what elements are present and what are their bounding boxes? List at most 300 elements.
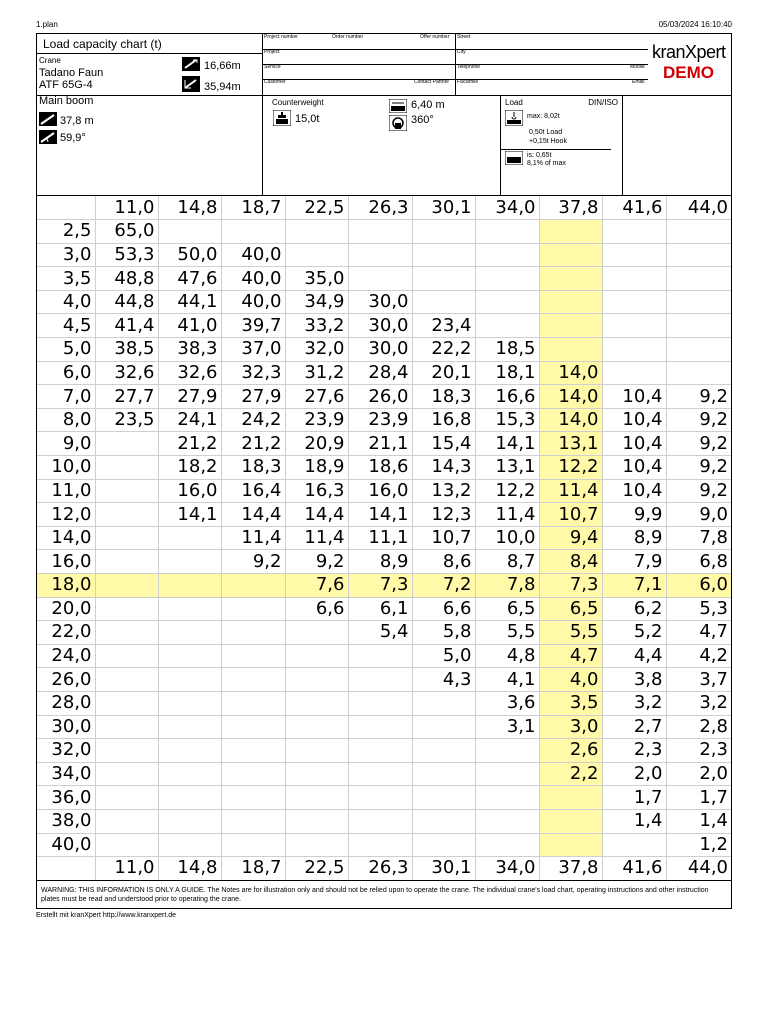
- print-datetime: 05/03/2024 16:10:40: [658, 20, 732, 29]
- radius-cell: 9,0: [37, 432, 95, 456]
- load-value-cell: [475, 290, 539, 314]
- load-value-cell: 22,2: [412, 338, 475, 362]
- facsimile-label: Facsimile: [457, 79, 479, 85]
- load-value-cell: [95, 574, 158, 598]
- load-value-cell: [95, 833, 158, 857]
- load-value-cell: 7,1: [602, 574, 666, 598]
- radius-cell: 3,5: [37, 267, 95, 291]
- load-value-cell: [95, 668, 158, 692]
- counterweight-label: Counterweight: [272, 98, 324, 107]
- slew-icon: [389, 115, 407, 129]
- load-value-cell: [95, 597, 158, 621]
- load-value-cell: 11,4: [221, 526, 285, 550]
- street-label: Street: [457, 34, 471, 40]
- table-row: [37, 526, 731, 550]
- load-value-cell: [285, 220, 348, 244]
- boom-angle: 59,9°: [60, 132, 86, 144]
- load-value-cell: 26,0: [348, 385, 412, 409]
- load-value-cell: 53,3: [95, 243, 158, 267]
- load-value-cell: [95, 456, 158, 480]
- load-value-cell: 16,6: [475, 385, 539, 409]
- table-row: [37, 644, 731, 668]
- load-value-cell: [602, 833, 666, 857]
- load-value-cell: 4,1: [475, 668, 539, 692]
- load-value-cell: 9,2: [666, 408, 731, 432]
- load-value-cell: [475, 267, 539, 291]
- load-value-cell: [158, 220, 221, 244]
- load-value-cell: 8,9: [602, 526, 666, 550]
- load-value-cell: [158, 621, 221, 645]
- load-value-cell: [412, 809, 475, 833]
- load-value-cell: [221, 668, 285, 692]
- load-value-cell: 2,6: [539, 739, 602, 763]
- load-value-cell: [539, 267, 602, 291]
- load-value-cell: 18,9: [285, 456, 348, 480]
- crane-label: Crane: [39, 56, 61, 65]
- load-value-cell: [158, 739, 221, 763]
- load-value-cell: [666, 220, 731, 244]
- load-value-cell: 3,5: [539, 691, 602, 715]
- table-row: [37, 408, 731, 432]
- load-block: [500, 95, 623, 196]
- table-row: [37, 715, 731, 739]
- load-table-body: [37, 196, 731, 880]
- load-value-cell: [666, 314, 731, 338]
- boom-length-header: 44,0: [666, 857, 731, 881]
- chart-header: [37, 34, 731, 196]
- load-value-cell: 12,2: [475, 479, 539, 503]
- load-value-cell: 10,4: [602, 432, 666, 456]
- load-value-cell: [412, 833, 475, 857]
- table-row: [37, 503, 731, 527]
- load-value-cell: 9,2: [221, 550, 285, 574]
- load-value-cell: [158, 691, 221, 715]
- load-value-cell: 3,7: [666, 668, 731, 692]
- load-value-cell: 40,0: [221, 243, 285, 267]
- table-header-row: [37, 196, 731, 220]
- load-value-cell: 47,6: [158, 267, 221, 291]
- load-value-cell: 14,0: [539, 408, 602, 432]
- load-value-cell: 3,2: [602, 691, 666, 715]
- load-value-cell: 23,5: [95, 408, 158, 432]
- load-value-cell: 6,5: [475, 597, 539, 621]
- load-value-cell: 9,0: [666, 503, 731, 527]
- boom-label: Main boom: [39, 95, 94, 107]
- load-value-cell: [666, 338, 731, 362]
- load-value-cell: [602, 243, 666, 267]
- city-label: City: [457, 49, 466, 55]
- load-value-cell: 5,5: [539, 621, 602, 645]
- load-value-cell: 7,2: [412, 574, 475, 598]
- load-value-cell: 10,4: [602, 456, 666, 480]
- load-value-cell: 3,0: [539, 715, 602, 739]
- load-value-cell: [475, 739, 539, 763]
- boom-length-header: 11,0: [95, 196, 158, 220]
- radius-cell: 2,5: [37, 220, 95, 244]
- boom-length-header: 26,3: [348, 857, 412, 881]
- table-row: [37, 385, 731, 409]
- load-value-cell: [285, 833, 348, 857]
- load-value-cell: [412, 290, 475, 314]
- radius-cell: 12,0: [37, 503, 95, 527]
- load-value-cell: 2,7: [602, 715, 666, 739]
- load-value-cell: [285, 691, 348, 715]
- boom-length-header: 11,0: [95, 857, 158, 881]
- boom-length-header: 34,0: [475, 196, 539, 220]
- load-value-cell: 21,2: [221, 432, 285, 456]
- load-value-cell: [348, 267, 412, 291]
- load-line-1: 0,50t Load: [529, 129, 563, 136]
- load-value-cell: [285, 644, 348, 668]
- boom-length-header: 22,5: [285, 857, 348, 881]
- boom-length-header: 26,3: [348, 196, 412, 220]
- load-value-cell: 2,8: [666, 715, 731, 739]
- load-value-cell: 14,4: [221, 503, 285, 527]
- load-value-cell: [475, 809, 539, 833]
- load-value-cell: 10,4: [602, 479, 666, 503]
- load-value-cell: [666, 267, 731, 291]
- table-row: [37, 621, 731, 645]
- load-value-cell: [666, 361, 731, 385]
- load-value-cell: [412, 267, 475, 291]
- load-value-cell: [221, 786, 285, 810]
- load-value-cell: 4,3: [412, 668, 475, 692]
- load-value-cell: 7,6: [285, 574, 348, 598]
- mobile-label: Mobile: [630, 64, 645, 70]
- load-value-cell: 5,8: [412, 621, 475, 645]
- load-value-cell: 2,0: [666, 762, 731, 786]
- load-value-cell: 6,5: [539, 597, 602, 621]
- project-label: Project: [264, 49, 280, 55]
- boom-length-header: 14,8: [158, 196, 221, 220]
- radius-cell: 22,0: [37, 621, 95, 645]
- load-value-cell: [95, 526, 158, 550]
- load-value-cell: 27,9: [158, 385, 221, 409]
- counterweight-icon: [273, 110, 291, 124]
- table-row: [37, 574, 731, 598]
- load-value-cell: 18,6: [348, 456, 412, 480]
- load-value-cell: 7,8: [666, 526, 731, 550]
- load-value-cell: [95, 432, 158, 456]
- load-value-cell: 32,0: [285, 338, 348, 362]
- load-value-cell: [221, 691, 285, 715]
- table-row: [37, 456, 731, 480]
- load-value-cell: 48,8: [95, 267, 158, 291]
- max-boom-length: 35,94m: [204, 81, 241, 93]
- radius-block: [385, 95, 500, 196]
- load-value-cell: 35,0: [285, 267, 348, 291]
- load-value-cell: 10,0: [475, 526, 539, 550]
- load-value-cell: [95, 786, 158, 810]
- load-value-cell: [158, 550, 221, 574]
- load-value-cell: [221, 739, 285, 763]
- load-value-cell: 14,4: [285, 503, 348, 527]
- credit-line: Erstellt mit kranXpert http://www.kranxpert.de: [36, 912, 177, 919]
- load-value-cell: [539, 338, 602, 362]
- load-value-cell: [285, 739, 348, 763]
- load-value-cell: 38,5: [95, 338, 158, 362]
- load-value-cell: [539, 786, 602, 810]
- boom-length-header: 41,6: [602, 196, 666, 220]
- load-value-cell: 8,9: [348, 550, 412, 574]
- load-value-cell: 28,4: [348, 361, 412, 385]
- load-value-cell: [95, 479, 158, 503]
- load-value-cell: 1,4: [602, 809, 666, 833]
- project-number-label: Project number: [264, 34, 298, 40]
- demo-badge: DEMO: [663, 63, 714, 82]
- load-value-cell: [348, 762, 412, 786]
- load-value-cell: [666, 290, 731, 314]
- load-value-cell: [475, 314, 539, 338]
- table-row: [37, 668, 731, 692]
- load-value-cell: [285, 809, 348, 833]
- order-number-label: Order number: [332, 34, 364, 40]
- counterweight-value: 15,0t: [295, 113, 320, 125]
- table-row: [37, 220, 731, 244]
- load-value-cell: 7,3: [348, 574, 412, 598]
- load-value-cell: [95, 715, 158, 739]
- load-value-cell: 7,9: [602, 550, 666, 574]
- load-value-cell: [348, 220, 412, 244]
- load-value-cell: 18,1: [475, 361, 539, 385]
- radius-cell: 11,0: [37, 479, 95, 503]
- brand-logo: [648, 34, 731, 95]
- load-value-cell: [285, 715, 348, 739]
- load-value-cell: 7,8: [475, 574, 539, 598]
- boom-length-header: 18,7: [221, 196, 285, 220]
- load-value-cell: 14,1: [158, 503, 221, 527]
- load-value-cell: [221, 715, 285, 739]
- load-value-cell: 27,9: [221, 385, 285, 409]
- load-value-cell: [412, 786, 475, 810]
- load-value-cell: [348, 644, 412, 668]
- load-value-cell: 1,2: [666, 833, 731, 857]
- crane-model: ATF 65G-4: [39, 79, 93, 91]
- load-value-cell: 6,6: [285, 597, 348, 621]
- load-value-cell: 16,8: [412, 408, 475, 432]
- load-value-cell: [221, 621, 285, 645]
- table-row: [37, 762, 731, 786]
- load-value-cell: 30,0: [348, 314, 412, 338]
- load-value-cell: 8,6: [412, 550, 475, 574]
- load-value-cell: 32,6: [158, 361, 221, 385]
- warning-text: WARNING: THIS INFORMATION IS ONLY A GUIDE. The Notes are for illustration only and should not be relied upon to operate the crane. The individual crane's load chart, operating instructions and other instruction plates must be read and understood prior to operating the crane.: [41, 887, 709, 903]
- load-value-cell: [158, 833, 221, 857]
- load-value-cell: 11,4: [539, 479, 602, 503]
- load-value-cell: 16,0: [348, 479, 412, 503]
- crane-make: Tadano Faun: [39, 67, 104, 79]
- load-value-cell: 14,0: [539, 385, 602, 409]
- table-row: [37, 267, 731, 291]
- radius-cell: 38,0: [37, 809, 95, 833]
- load-value-cell: 12,3: [412, 503, 475, 527]
- load-value-cell: [158, 786, 221, 810]
- load-value-cell: [285, 762, 348, 786]
- load-value-cell: [95, 809, 158, 833]
- load-value-cell: [158, 715, 221, 739]
- radius-cell: 24,0: [37, 644, 95, 668]
- load-value-cell: [285, 621, 348, 645]
- telephone-label: Telephone: [457, 64, 481, 70]
- load-value-cell: [221, 762, 285, 786]
- load-value-cell: 18,5: [475, 338, 539, 362]
- load-value-cell: [602, 361, 666, 385]
- boom-length-header: 22,5: [285, 196, 348, 220]
- load-value-cell: 14,1: [475, 432, 539, 456]
- table-row: [37, 739, 731, 763]
- load-value-cell: [475, 762, 539, 786]
- load-value-cell: [158, 644, 221, 668]
- load-value-cell: 10,4: [602, 408, 666, 432]
- load-value-cell: 6,8: [666, 550, 731, 574]
- load-value-cell: 30,0: [348, 290, 412, 314]
- boom-icon: [39, 112, 57, 126]
- load-value-cell: [158, 574, 221, 598]
- top-line: [36, 20, 732, 32]
- load-value-cell: 18,2: [158, 456, 221, 480]
- load-value-cell: [475, 220, 539, 244]
- table-row: [37, 691, 731, 715]
- load-value-cell: 50,0: [158, 243, 221, 267]
- load-value-cell: [539, 314, 602, 338]
- load-capacity-table: [37, 196, 731, 881]
- load-standard: DIN/ISO: [588, 98, 618, 107]
- load-value-cell: [348, 739, 412, 763]
- counterweight-block: [262, 95, 385, 196]
- boom-length-header: 34,0: [475, 857, 539, 881]
- load-value-cell: [95, 691, 158, 715]
- load-value-cell: 37,0: [221, 338, 285, 362]
- load-value-cell: [285, 243, 348, 267]
- load-value-cell: [539, 833, 602, 857]
- load-value-cell: 6,2: [602, 597, 666, 621]
- corner-cell: [37, 196, 95, 220]
- table-row: [37, 314, 731, 338]
- load-value-cell: [158, 809, 221, 833]
- load-value-cell: 4,8: [475, 644, 539, 668]
- load-value-cell: 16,4: [221, 479, 285, 503]
- radius-cell: 30,0: [37, 715, 95, 739]
- load-value-cell: 14,3: [412, 456, 475, 480]
- load-value-cell: 3,2: [666, 691, 731, 715]
- load-table-wrapper: [37, 196, 731, 881]
- load-value-cell: 8,4: [539, 550, 602, 574]
- load-value-cell: [539, 809, 602, 833]
- load-value-cell: 14,1: [348, 503, 412, 527]
- load-value-cell: 9,4: [539, 526, 602, 550]
- load-value-cell: 12,2: [539, 456, 602, 480]
- load-value-cell: [221, 644, 285, 668]
- load-chart-sheet: [36, 33, 732, 909]
- load-value-cell: 38,3: [158, 338, 221, 362]
- load-value-cell: 21,1: [348, 432, 412, 456]
- email-label: Email: [632, 79, 645, 85]
- load-value-cell: [539, 290, 602, 314]
- load-value-cell: 6,1: [348, 597, 412, 621]
- hook-icon: [505, 110, 523, 124]
- load-value-cell: 40,0: [221, 290, 285, 314]
- contact-partner-label: Contact Partner: [414, 79, 450, 85]
- load-value-cell: [158, 526, 221, 550]
- radius-cell: 32,0: [37, 739, 95, 763]
- load-value-cell: 39,7: [221, 314, 285, 338]
- load-value-cell: 11,1: [348, 526, 412, 550]
- radius-value: 6,40 m: [411, 99, 445, 111]
- load-value-cell: 3,1: [475, 715, 539, 739]
- load-value-cell: 6,6: [412, 597, 475, 621]
- load-separator: [501, 149, 611, 150]
- load-value-cell: 3,6: [475, 691, 539, 715]
- load-value-cell: [95, 621, 158, 645]
- load-value-cell: 31,2: [285, 361, 348, 385]
- load-value-cell: [95, 503, 158, 527]
- load-value-cell: [348, 668, 412, 692]
- load-value-cell: [412, 220, 475, 244]
- service-label: Service: [264, 64, 281, 70]
- load-value-cell: 7,3: [539, 574, 602, 598]
- grid-separator: [455, 34, 456, 95]
- max-load: max: 8,02t: [527, 113, 560, 120]
- load-value-cell: 6,0: [666, 574, 731, 598]
- load-value-cell: 9,2: [666, 479, 731, 503]
- load-value-cell: 27,7: [95, 385, 158, 409]
- load-value-cell: 9,2: [666, 456, 731, 480]
- load-value-cell: 23,4: [412, 314, 475, 338]
- load-value-cell: 23,9: [285, 408, 348, 432]
- radius-cell: 5,0: [37, 338, 95, 362]
- load-value-cell: 5,3: [666, 597, 731, 621]
- load-value-cell: 4,2: [666, 644, 731, 668]
- boom-length-header: 30,1: [412, 196, 475, 220]
- load-value-cell: [348, 691, 412, 715]
- table-footer-row: [37, 857, 731, 881]
- corner-cell: [37, 857, 95, 881]
- boom-length-header: 37,8: [539, 196, 602, 220]
- load-value-cell: 10,4: [602, 385, 666, 409]
- brand-name: kranXpert: [652, 42, 726, 62]
- load-value-cell: [475, 786, 539, 810]
- boom-length: 37,8 m: [60, 115, 94, 127]
- load-value-cell: [158, 668, 221, 692]
- load-value-cell: [348, 715, 412, 739]
- boom-length-header: 14,8: [158, 857, 221, 881]
- load-value-cell: 24,2: [221, 408, 285, 432]
- load-value-cell: [285, 786, 348, 810]
- load-value-cell: [412, 762, 475, 786]
- table-row: [37, 361, 731, 385]
- load-line-2: +0,15t Hook: [529, 138, 567, 145]
- load-value-cell: 1,7: [602, 786, 666, 810]
- load-value-cell: 13,1: [475, 456, 539, 480]
- load-value-cell: 16,3: [285, 479, 348, 503]
- load-value-cell: 4,4: [602, 644, 666, 668]
- boom-telescope-icon: [182, 76, 200, 90]
- load-value-cell: 13,2: [412, 479, 475, 503]
- table-row: [37, 290, 731, 314]
- load-value-cell: 11,4: [285, 526, 348, 550]
- load-value-cell: 18,3: [221, 456, 285, 480]
- load-value-cell: [221, 597, 285, 621]
- table-row: [37, 550, 731, 574]
- table-row: [37, 243, 731, 267]
- load-value-cell: 10,7: [539, 503, 602, 527]
- radius-cell: 28,0: [37, 691, 95, 715]
- load-value-cell: [95, 644, 158, 668]
- table-row: [37, 479, 731, 503]
- radius-cell: 7,0: [37, 385, 95, 409]
- load-value-cell: 16,0: [158, 479, 221, 503]
- load-percentage: 8,1% of max: [527, 160, 566, 167]
